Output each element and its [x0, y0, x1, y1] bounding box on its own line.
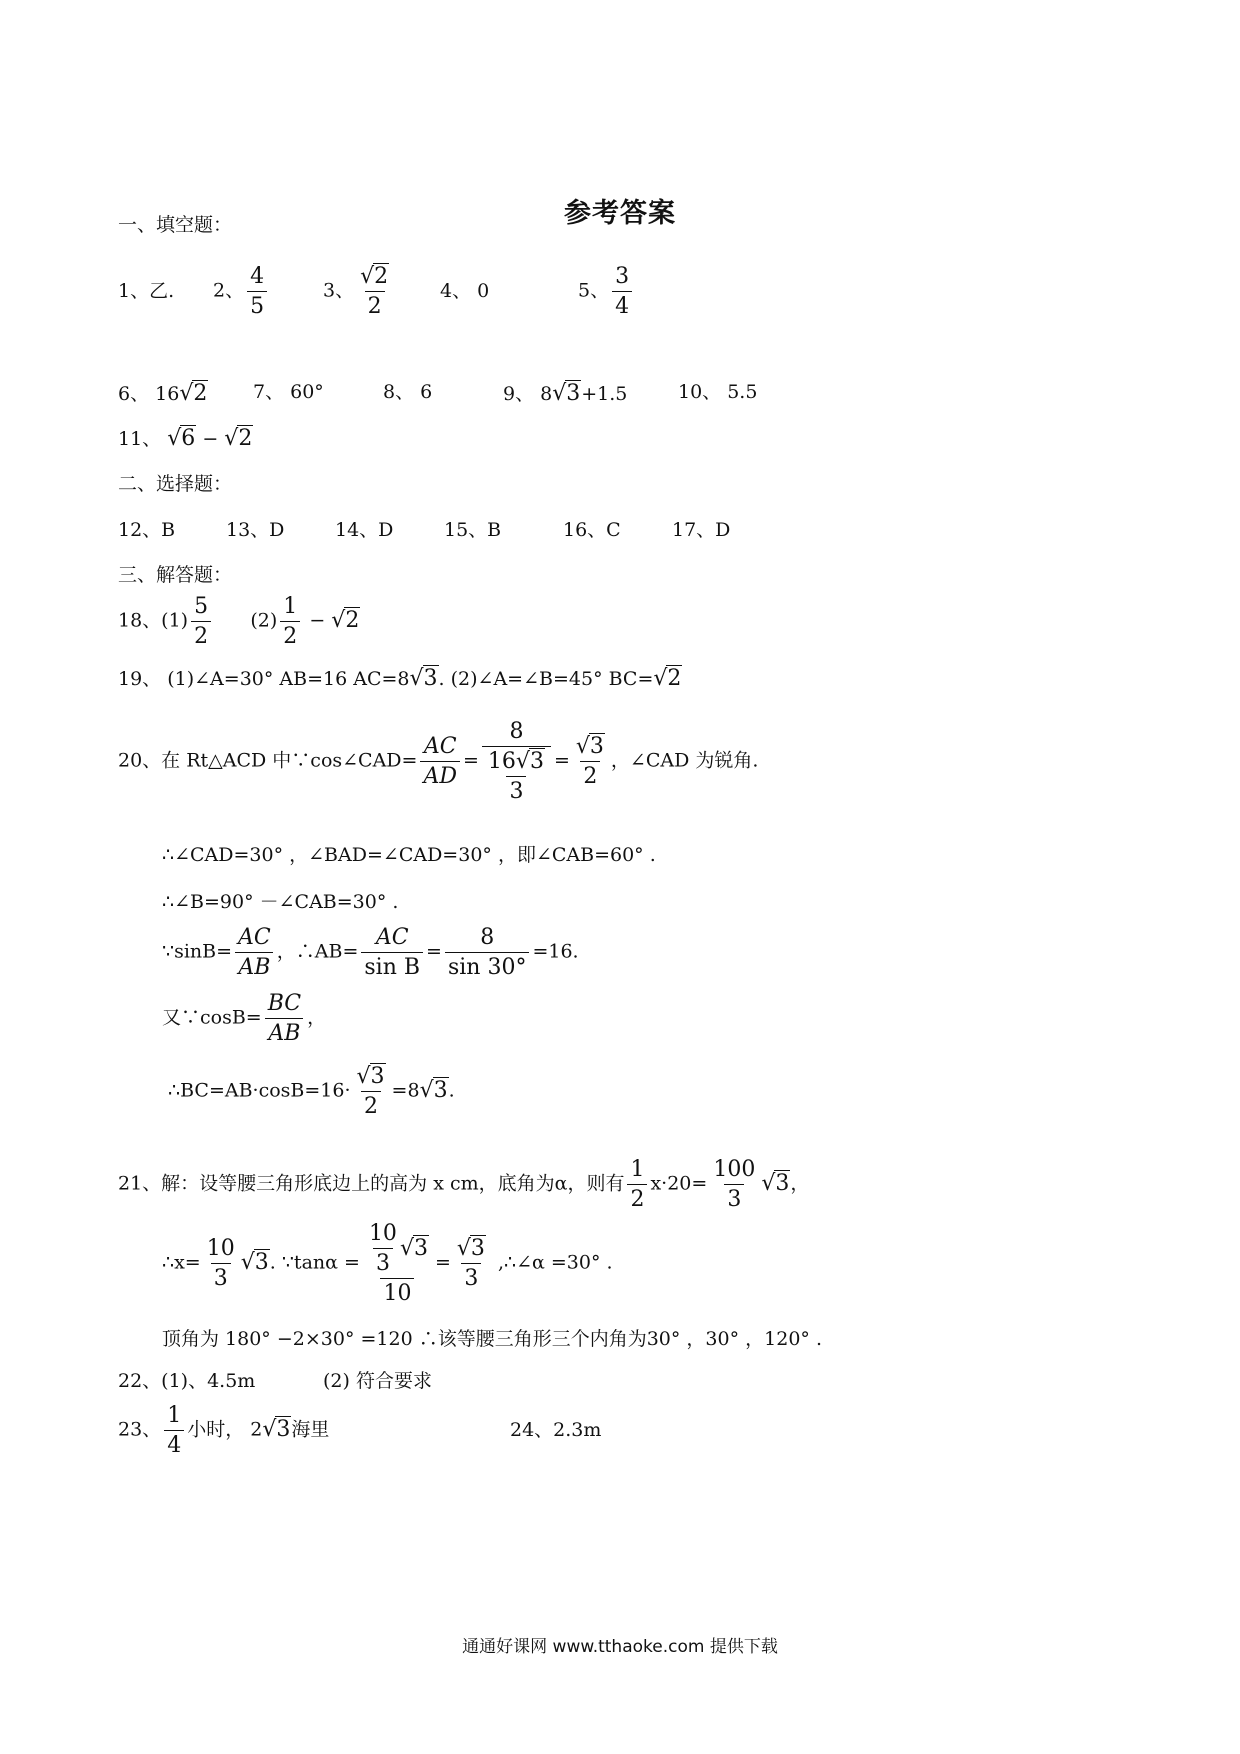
- fraction: $\frac{1}{2}$: [280, 595, 300, 648]
- fraction: $\frac{BC}{AB}$: [265, 992, 304, 1045]
- fraction: $\frac{10}{3}$ √3 10: [368, 1221, 428, 1307]
- answer-20-line-6: ∴BC=AB·cosB=16· $\frac{√3}{2}$ =8√3.: [168, 1064, 455, 1120]
- fraction: $\frac{√3}{2}$: [575, 734, 604, 790]
- fraction: $\frac{8}{\sin 30^\circ}$: [445, 926, 529, 979]
- answer-20-line-4: ∵sinB= $\frac{AC}{AB}$ ，∴AB= $\frac{AC}{\text{sin B}}$ = $\frac{8}{\sin 30^\circ}$ =16.: [162, 925, 579, 981]
- fraction: $\frac{1}{4}$: [164, 1404, 184, 1457]
- fraction: $\frac{√3}{3}$: [456, 1236, 485, 1292]
- choice-answer: 16、C: [563, 519, 621, 541]
- answer-23: 23、 $\frac{1}{4}$ 小时， 2√3海里: [118, 1403, 330, 1459]
- answer-8: 8、 6: [383, 381, 433, 403]
- fraction: $\frac{AC}{AB}$: [235, 926, 274, 979]
- answer-20-line-2: ∴∠CAD=30° ，∠BAD=∠CAD=30° ，即∠CAB=60° .: [162, 844, 656, 866]
- answer-3: 3、 $\frac{√2}{2}$: [323, 265, 395, 318]
- answer-20-line-5: 又∵cosB= $\frac{BC}{AB}$ ，: [162, 991, 327, 1047]
- answer-6: 6、 16√2: [118, 381, 208, 406]
- answer-2: 2、 $\frac{4}{5}$: [213, 265, 270, 318]
- fraction: $\frac{10}{3}$: [206, 1236, 235, 1292]
- answer-19: 19、 (1)∠A=30° AB=16 AC=8√3. (2)∠A=∠B=45° BC=√2: [118, 666, 682, 691]
- answer-7: 7、 60°: [253, 381, 324, 403]
- fraction: $\frac{3}{4}$: [612, 265, 632, 318]
- answer-10: 10、 5.5: [678, 381, 758, 403]
- answer-20-line-3: ∴∠B=90° －∠CAB=30° .: [162, 891, 399, 913]
- choice-answer: 13、D: [226, 519, 285, 541]
- footer-source: 通通好课网 www.tthaoke.com 提供下载: [462, 1637, 778, 1657]
- fraction: $\frac{√3}{2}$: [356, 1064, 385, 1120]
- page-title: 参考答案: [564, 198, 676, 229]
- answer-11: 11、 √6 − √2: [118, 426, 253, 451]
- answer-5: 5、 $\frac{3}{4}$: [578, 265, 635, 318]
- section-fill-blank: 一、填空题：: [118, 214, 233, 236]
- choice-answer: 17、D: [672, 519, 731, 541]
- answer-9: 9、 8√3+1.5: [503, 381, 628, 406]
- answer-21-line-2: ∴x= $\frac{10}{3}$ √3. ∵tanα = $\frac{10}{3}$ √3 10 = $\frac{√3}{3}$ ,∴∠α =30° .: [162, 1221, 613, 1307]
- fraction: $\frac{√2}{2}$: [360, 264, 389, 320]
- answer-18: 18、(1) $\frac{5}{2}$ (2) $\frac{1}{2}$ − √2: [118, 594, 360, 650]
- fraction: $\frac{8}{\frac{16√3}{3}}$: [482, 720, 551, 803]
- answer-21-line-1: 21、解：设等腰三角形底边上的高为 x cm，底角为α，则有 $\frac{1}{2}$ x·20= $\frac{100}{3}$ √3，: [118, 1157, 810, 1213]
- fraction: $\frac{AC}{AD}$: [420, 735, 460, 788]
- fraction: $\frac{5}{2}$: [191, 595, 211, 648]
- answer-1: 1、乙.: [118, 280, 175, 302]
- answer-4: 4、 0: [440, 280, 490, 302]
- fraction: $\frac{4}{5}$: [247, 265, 267, 318]
- choice-answer: 12、B: [118, 519, 176, 541]
- answer-24: 24、2.3m: [510, 1419, 602, 1441]
- fraction: $\frac{AC}{\text{sin B}}$: [361, 926, 423, 979]
- section-solve: 三、解答题：: [118, 564, 233, 586]
- section-choice: 二、选择题：: [118, 473, 233, 495]
- choice-answer: 15、B: [444, 519, 502, 541]
- fraction: $\frac{100}{3}$: [713, 1157, 756, 1213]
- answer-21-line-3: 顶角为 180° −2×30° =120 ∴该等腰三角形三个内角为30° ，30° ，120° .: [162, 1328, 822, 1350]
- answer-20-line-1: 20、在 Rt△ACD 中∵cos∠CAD= $\frac{AC}{AD}$ = $\frac{8}{\frac{16√3}{3}}$ = $\frac{√3}{2}$ ，∠CAD 为锐角.: [118, 719, 759, 805]
- choice-answer: 14、D: [335, 519, 394, 541]
- fraction: $\frac{1}{2}$: [627, 1158, 647, 1211]
